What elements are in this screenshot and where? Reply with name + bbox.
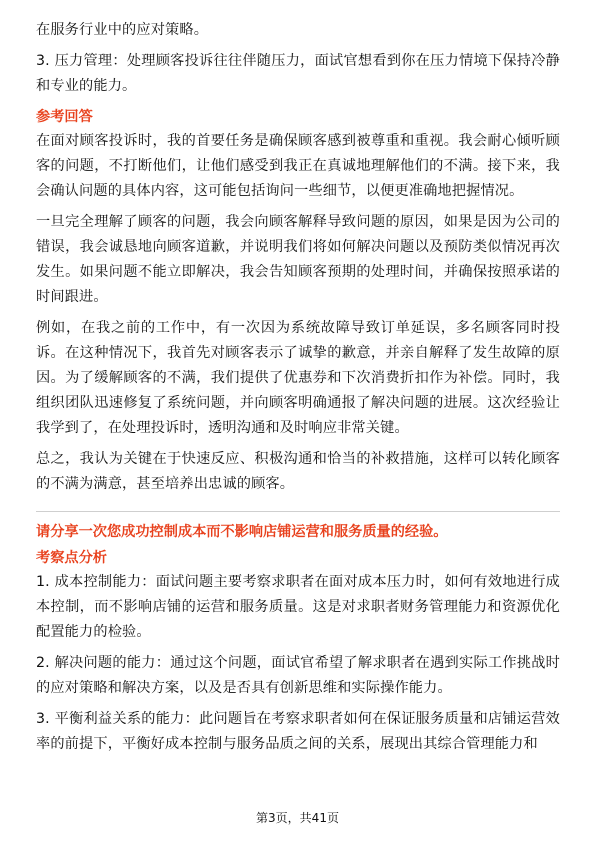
analysis-point-3: 3. 压力管理：处理顾客投诉往往伴随压力，面试官想看到你在压力情境下保持冷静和专业的能力。 [36,53,560,94]
page-content [36,18,560,757]
analysis-point: 2. 解决问题的能力：通过这个问题，面试官希望了解求职者在遇到实际工作挑战时的应对策略和解决方案，以及是否具有创新思维和实际操作能力。 [36,655,560,696]
question-title: 请分享一次您成功控制成本而不影响店铺运营和服务质量的经验。 [36,524,448,540]
answer-paragraph: 例如，在我之前的工作中，有一次因为系统故障导致订单延误，多名顾客同时投诉。在这种情况下，我首先对顾客表示了诚挚的歉意，并亲自解释了发生故障的原因。为了缓解顾客的不满，我们提供了优惠券和下次消费折扣作为补偿。同时，我组织团队迅速修复了系统问题，并向顾客明确通报了解决问题的进展。这次经验让我学到了，在处理投诉时，透明沟通和及时响应非常关键。 [36,320,560,436]
section-divider [36,511,560,512]
answer-paragraph: 一旦完全理解了顾客的问题，我会向顾客解释导致问题的原因，如果是因为公司的错误，我会诚恳地向顾客道歉，并说明我们将如何解决问题以及预防类似情况再次发生。如果问题不能立即解决，我会告知顾客预期的处理时间，并确保按照承诺的时间跟进。 [36,214,560,305]
analysis-point: 1. 成本控制能力：面试问题主要考察求职者在面对成本压力时，如何有效地进行成本控制，而不影响店铺的运营和服务质量。这是对求职者财务管理能力和资源优化配置能力的检验。 [36,574,560,640]
answer-paragraph: 在面对顾客投诉时，我的首要任务是确保顾客感到被尊重和重视。我会耐心倾听顾客的问题，不打断他们，让他们感受到我正在真诚地理解他们的不满。接下来，我会确认问题的具体内容，这可能包括询问一些细节，以便更准确地把握情况。 [36,133,560,199]
analysis-point: 3. 平衡利益关系的能力：此问题旨在考察求职者如何在保证服务质量和店铺运营效率的前提下，平衡好成本控制与服务品质之间的关系，展现出其综合管理能力和 [36,711,560,752]
answer-paragraph: 总之，我认为关键在于快速反应、积极沟通和恰当的补救措施，这样可以转化顾客的不满为满意，甚至培养出忠诚的顾客。 [36,451,560,492]
continued-line: 在服务行业中的应对策略。 [36,22,209,38]
page-number: 第3页，共41页 [256,811,339,825]
analysis-heading: 考察点分析 [36,550,107,566]
answer-heading: 参考回答 [36,109,93,125]
